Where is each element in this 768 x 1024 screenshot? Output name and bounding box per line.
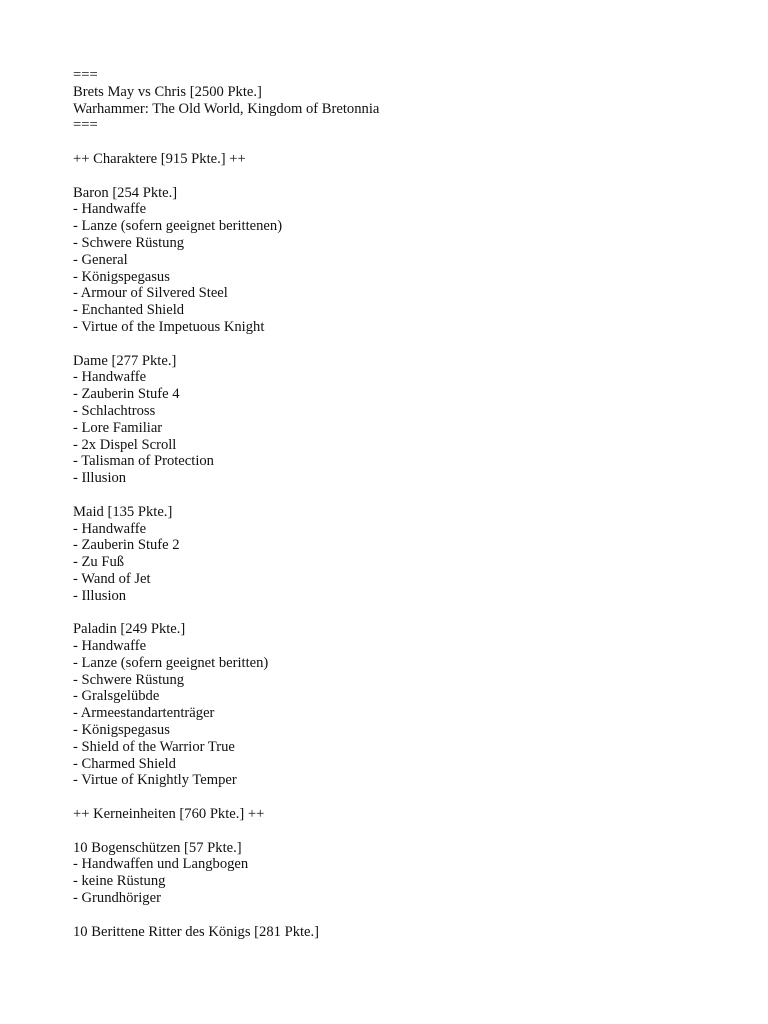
- blank-line: [73, 907, 753, 924]
- text-line: Warhammer: The Old World, Kingdom of Bretonnia: [73, 100, 380, 117]
- list-item: - Handwaffe: [73, 520, 147, 537]
- list-item: - Lanze (sofern geeignet berittenen): [73, 218, 283, 235]
- blank-line: [73, 336, 753, 353]
- separator-line: ===: [73, 67, 98, 83]
- list-item: - Handwaffen und Langbogen: [73, 856, 249, 873]
- list-item: - Handwaffe: [73, 638, 147, 655]
- list-item: - Virtue of the Impetuous Knight: [73, 318, 265, 335]
- blank-line: [73, 168, 753, 185]
- blank-line: [73, 487, 753, 504]
- section-heading: ++ Kerneinheiten [760 Pkte.] ++: [73, 806, 265, 823]
- list-item: - Königspegasus: [73, 722, 170, 739]
- list-item: - Charmed Shield: [73, 755, 176, 772]
- list-item: - Schlachtross: [73, 402, 156, 419]
- list-item: - Illusion: [73, 587, 127, 604]
- list-item: - Zauberin Stufe 4: [73, 386, 180, 403]
- list-item: - Lore Familiar: [73, 419, 163, 436]
- list-item: - Handwaffe: [73, 201, 147, 218]
- list-item: - General: [73, 251, 128, 268]
- list-item: - Königspegasus: [73, 268, 170, 285]
- section-heading: ++ Charaktere [915 Pkte.] ++: [73, 150, 246, 167]
- list-item: - Armour of Silvered Steel: [73, 285, 228, 302]
- unit-heading: Dame [277 Pkte.]: [73, 352, 177, 369]
- list-item: - keine Rüstung: [73, 873, 166, 890]
- list-item: - 2x Dispel Scroll: [73, 436, 177, 453]
- blank-line: [73, 605, 753, 622]
- list-item: - Gralsgelübde: [73, 688, 160, 705]
- list-item: - Virtue of Knightly Temper: [73, 772, 237, 789]
- list-item: - Shield of the Warrior True: [73, 738, 235, 755]
- unit-heading: 10 Berittene Ritter des Königs [281 Pkte.]: [73, 923, 320, 940]
- unit-heading: Brets May vs Chris [2500 Pkte.]: [73, 83, 262, 100]
- list-item: - Talisman of Protection: [73, 453, 214, 470]
- list-item: - Zu Fuß: [73, 554, 125, 571]
- list-item: - Grundhöriger: [73, 890, 161, 907]
- list-item: - Enchanted Shield: [73, 302, 185, 319]
- list-item: - Handwaffe: [73, 369, 147, 386]
- list-item: - Armeestandartenträger: [73, 705, 215, 722]
- unit-heading: 10 Bogenschützen [57 Pkte.]: [73, 839, 242, 856]
- blank-line: [73, 134, 753, 151]
- blank-line: [73, 823, 753, 840]
- list-item: - Schwere Rüstung: [73, 671, 185, 688]
- list-item: - Zauberin Stufe 2: [73, 537, 180, 554]
- separator-line: ===: [73, 117, 98, 134]
- unit-heading: Maid [135 Pkte.]: [73, 503, 173, 520]
- list-item: - Lanze (sofern geeignet beritten): [73, 654, 269, 671]
- list-item: - Illusion: [73, 470, 127, 487]
- list-item: - Schwere Rüstung: [73, 234, 185, 251]
- list-item: - Wand of Jet: [73, 570, 151, 587]
- unit-heading: Paladin [249 Pkte.]: [73, 621, 186, 638]
- army-list-document: [73, 67, 753, 940]
- blank-line: [73, 789, 753, 806]
- unit-heading: Baron [254 Pkte.]: [73, 184, 178, 201]
